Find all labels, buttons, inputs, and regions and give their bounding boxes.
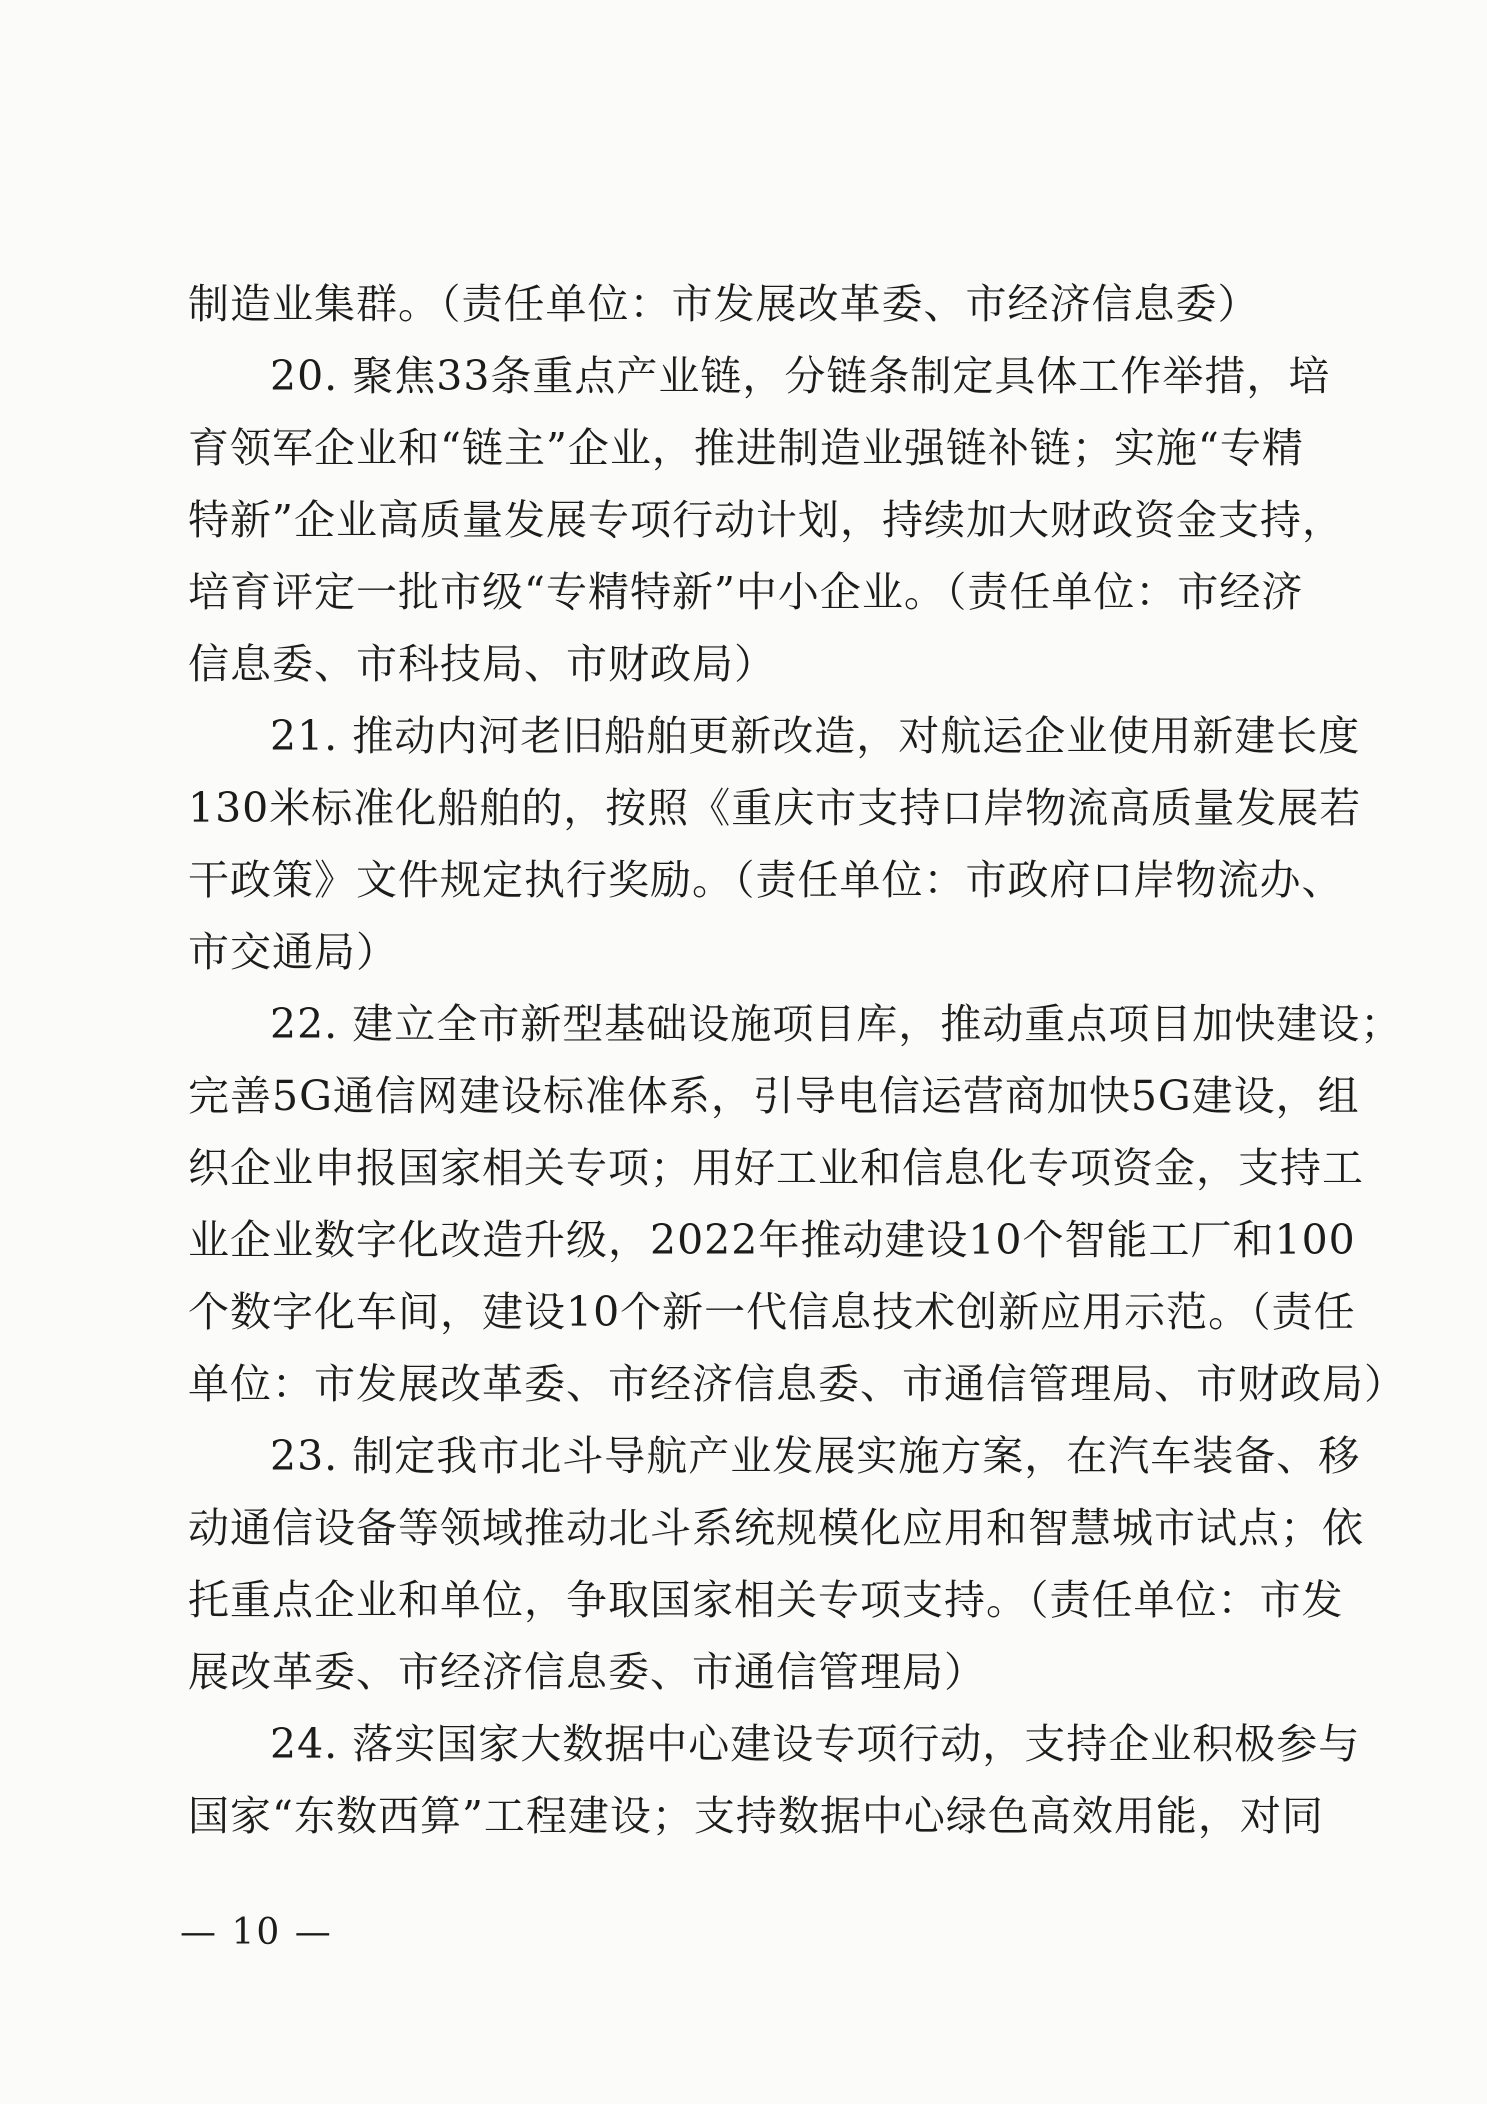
text-line: 国家“东数西算”工程建设；支持数据中心绿色高效用能，对同 [188, 1792, 1324, 1840]
text-line: 市交通局） [188, 928, 398, 976]
text-line: 培育评定一批市级“专精特新”中小企业。（责任单位：市经济 [188, 568, 1304, 616]
text-line: 展改革委、市经济信息委、市通信管理局） [188, 1648, 986, 1696]
text-line: 单位：市发展改革委、市经济信息委、市通信管理局、市财政局） [188, 1360, 1406, 1408]
text-line: 130米标准化船舶的，按照《重庆市支持口岸物流高质量发展若 [188, 784, 1362, 832]
text-line: 20. 聚焦33条重点产业链，分链条制定具体工作举措，培 [270, 352, 1331, 400]
text-line: 育领军企业和“链主”企业，推进制造业强链补链；实施“专精 [188, 424, 1304, 472]
text-line: 托重点企业和单位，争取国家相关专项支持。（责任单位：市发 [188, 1576, 1344, 1624]
text-line: 制造业集群。（责任单位：市发展改革委、市经济信息委） [188, 280, 1260, 328]
text-line: 动通信设备等领域推动北斗系统规模化应用和智慧城市试点；依 [188, 1504, 1364, 1552]
text-line: 织企业申报国家相关专项；用好工业和信息化专项资金，支持工 [188, 1144, 1364, 1192]
text-line: 干政策》文件规定执行奖励。（责任单位：市政府口岸物流办、 [188, 856, 1344, 904]
text-line: 特新”企业高质量发展专项行动计划，持续加大财政资金支持， [188, 496, 1344, 544]
page-number: — 10 — [180, 1912, 333, 1953]
text-line: 23. 制定我市北斗导航产业发展实施方案，在汽车装备、移 [270, 1432, 1361, 1480]
text-line: 22. 建立全市新型基础设施项目库，推动重点项目加快建设； [270, 1000, 1403, 1048]
text-line: 信息委、市科技局、市财政局） [188, 640, 776, 688]
text-line: 个数字化车间，建设10个新一代信息技术创新应用示范。（责任 [188, 1288, 1356, 1336]
text-line: 完善5G通信网建设标准体系，引导电信运营商加快5G建设，组 [188, 1072, 1360, 1120]
text-line: 业企业数字化改造升级，2022年推动建设10个智能工厂和100 [188, 1216, 1356, 1264]
text-line: 21. 推动内河老旧船舶更新改造，对航运企业使用新建长度 [270, 712, 1361, 760]
text-line: 24. 落实国家大数据中心建设专项行动，支持企业积极参与 [270, 1720, 1361, 1768]
